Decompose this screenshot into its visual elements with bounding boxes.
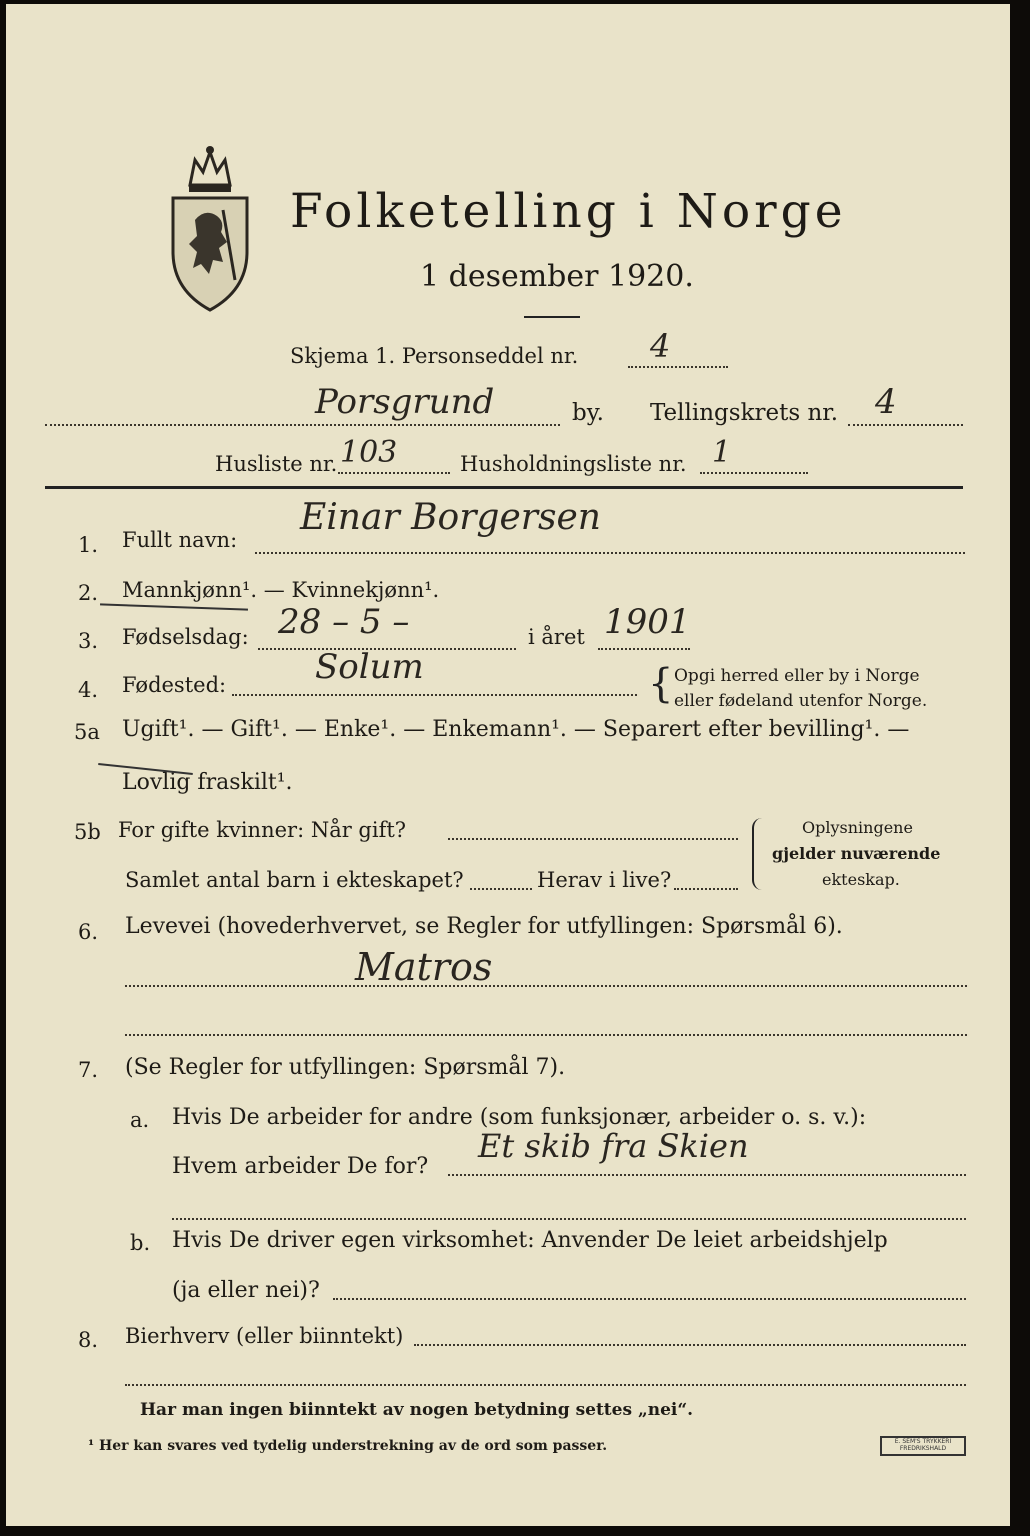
q6-line-2	[125, 1034, 967, 1036]
header-rule	[45, 486, 963, 489]
q7b-line-1: Hvis De driver egen virksomhet: Anvender De leiet arbeidshjelp	[172, 1228, 888, 1253]
q5a-line-1: Ugift¹. — Gift¹. — Enke¹. — Enkemann¹. — Separert efter bevilling¹. —	[122, 717, 910, 742]
q4-note-1: Opgi herred eller by i Norge	[674, 666, 920, 686]
tellingskrets-label: Tellingskrets nr.	[650, 400, 839, 426]
employer-value[interactable]: Et skib fra Skien	[478, 1127, 749, 1165]
full-name-value[interactable]: Einar Borgersen	[300, 497, 601, 538]
q1-label: Fullt navn:	[122, 528, 238, 552]
skjema-label: Skjema 1. Personseddel nr.	[290, 344, 579, 368]
q4-brace: {	[648, 661, 674, 707]
census-date: 1 desember 1920.	[420, 259, 694, 294]
q5b-line-2	[470, 888, 532, 890]
personseddel-nr[interactable]: 4	[650, 327, 671, 365]
q1-line	[255, 552, 965, 554]
tellingskrets-line	[848, 424, 963, 426]
husholdning-nr[interactable]: 1	[712, 435, 732, 470]
q5b-label-2: Samlet antal barn i ekteskapet?	[125, 868, 464, 892]
q7b-line-2: (ja eller nei)?	[172, 1278, 320, 1303]
footnote: ¹ Her kan svares ved tydelig understrekning av de ord som passer.	[88, 1438, 608, 1454]
q4-label: Fødested:	[122, 673, 227, 697]
q5a-line-2: Lovlig fraskilt¹.	[122, 770, 293, 795]
q3-year-line	[598, 648, 690, 650]
husholdning-label: Husholdningsliste nr.	[460, 452, 687, 476]
q7-label: (Se Regler for utfyllingen: Spørsmål 7).	[125, 1055, 566, 1080]
q7a-letter: a.	[130, 1108, 150, 1132]
q3-year-label: i året	[528, 625, 585, 649]
q7-number: 7.	[78, 1058, 99, 1082]
q7a-line-extra	[172, 1218, 966, 1220]
q7a-line-2: Hvem arbeider De for?	[172, 1154, 429, 1179]
occupation-value[interactable]: Matros	[355, 945, 493, 989]
q7b-letter: b.	[130, 1231, 151, 1255]
coat-of-arms-icon	[165, 140, 255, 315]
q2-label: Mannkjønn¹. — Kvinnekjønn¹.	[122, 578, 440, 602]
husliste-line	[338, 472, 450, 474]
q5a-number: 5a	[74, 720, 100, 744]
birthplace-value[interactable]: Solum	[315, 647, 424, 687]
q5b-line-3	[674, 888, 738, 890]
title-divider	[524, 316, 580, 318]
husliste-label: Husliste nr.	[215, 452, 338, 476]
q7b-line	[333, 1298, 966, 1300]
q5b-label-3: Herav i live?	[537, 868, 672, 892]
q3-number: 3.	[78, 629, 99, 653]
birth-year-value[interactable]: 1901	[604, 602, 691, 642]
husholdning-line	[700, 472, 808, 474]
birth-date-value[interactable]: 28 – 5 –	[278, 602, 410, 642]
q2-number: 2.	[78, 581, 99, 605]
q8-number: 8.	[78, 1328, 99, 1352]
q5b-bracket	[752, 818, 764, 890]
q5b-number: 5b	[74, 820, 101, 844]
form-title: Folketelling i Norge	[290, 184, 847, 239]
q8-label: Bierhverv (eller biinntekt)	[125, 1324, 404, 1348]
q4-line	[232, 694, 637, 696]
tellingskrets-nr[interactable]: 4	[875, 382, 897, 422]
q6-line-1	[125, 985, 967, 987]
place-line	[45, 424, 560, 426]
q4-note-2: eller fødeland utenfor Norge.	[674, 691, 928, 711]
q7a-line-1: Hvis De arbeider for andre (som funksjonær, arbeider o. s. v.):	[172, 1105, 867, 1130]
personseddel-line	[628, 366, 728, 368]
q5b-note-1: Oplysningene	[802, 818, 913, 837]
place-value[interactable]: Porsgrund	[315, 382, 495, 422]
q1-number: 1.	[78, 533, 99, 557]
q8-line-2	[125, 1384, 966, 1386]
q6-number: 6.	[78, 920, 99, 944]
q5b-note-2: gjelder nuværende	[772, 844, 941, 863]
q6-label: Levevei (hovederhvervet, se Regler for utfyllingen: Spørsmål 6).	[125, 914, 843, 939]
by-label: by.	[572, 400, 604, 426]
q5b-note-3: ekteskap.	[822, 870, 900, 889]
q3-label: Fødselsdag:	[122, 625, 249, 649]
husliste-nr[interactable]: 103	[340, 435, 398, 470]
q7a-line	[448, 1174, 966, 1176]
q5b-label-1: For gifte kvinner: Når gift?	[118, 818, 407, 842]
q5b-line-1	[448, 838, 738, 840]
printer-stamp: E. SEM'S TRYKKERI FREDRIKSHALD	[880, 1436, 966, 1456]
q8-line-1	[414, 1344, 966, 1346]
q4-number: 4.	[78, 678, 99, 702]
bottom-note: Har man ingen biinntekt av nogen betydning settes „nei“.	[140, 1400, 694, 1420]
